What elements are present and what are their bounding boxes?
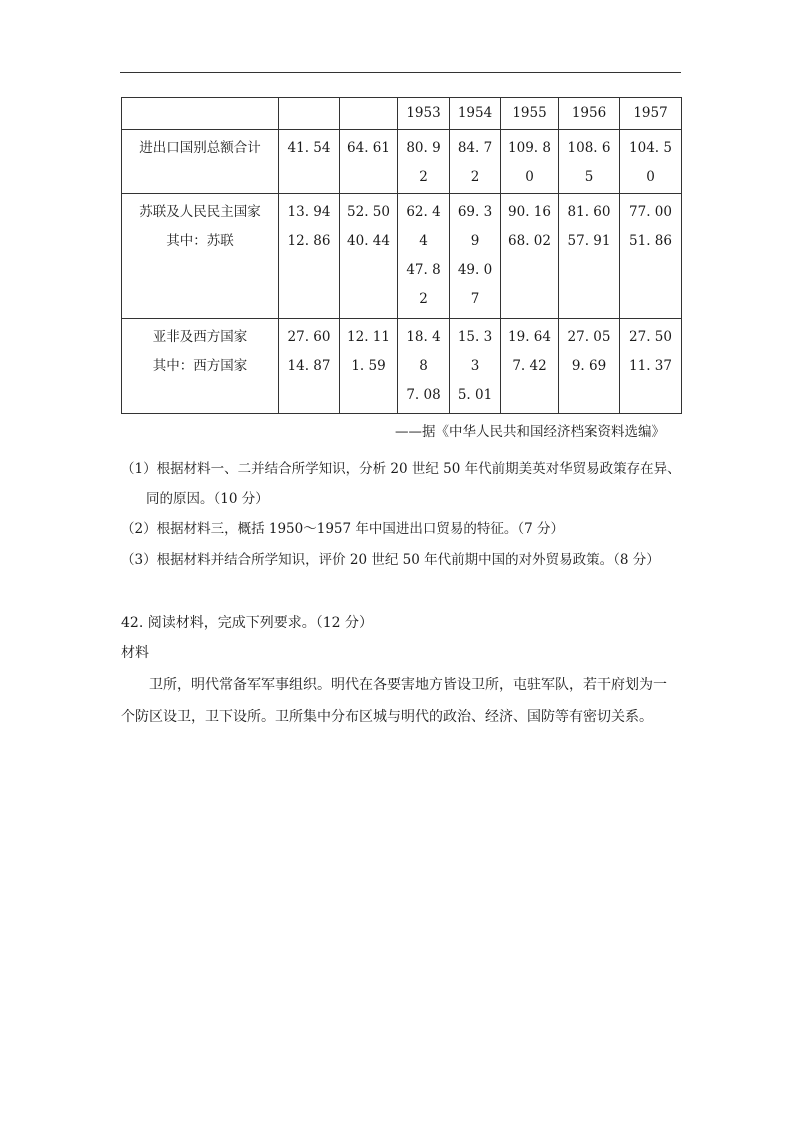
cell-value: 57. 91 — [567, 233, 611, 249]
material-text-line-1: 卫所，明代常备军军事组织。明代在各要害地方皆设卫所，屯驻军队，若干府划为一 — [149, 677, 667, 693]
row-label-line: 其中：苏联 — [166, 233, 234, 249]
table-cell — [620, 319, 682, 414]
table-cell — [398, 319, 450, 414]
cell-value: 109. 8 — [508, 140, 551, 156]
cell-value: 52. 50 — [347, 204, 390, 220]
table-cell — [279, 319, 340, 414]
cell-value: 14. 87 — [287, 358, 331, 374]
cell-value: 27. 05 — [567, 329, 611, 345]
row-label-line: 苏联及人民民主国家 — [139, 204, 261, 220]
cell-value: 2 — [419, 169, 428, 185]
cell-value: 40. 44 — [347, 233, 390, 249]
row-label — [122, 319, 279, 414]
question-42-title: 42. 阅读材料，完成下列要求。（12 分） — [121, 615, 373, 631]
cell-value: 2 — [419, 291, 428, 307]
cell-value: 9 — [470, 233, 480, 249]
table-source: ——据《中华人民共和国经济档案资料选编》 — [395, 424, 665, 440]
cell-value: 69. 3 — [457, 204, 493, 220]
cell-value: 62. 4 — [406, 204, 441, 220]
cell-value: 90. 16 — [508, 204, 551, 220]
table-cell — [501, 319, 559, 414]
cell-value: 19. 64 — [508, 329, 551, 345]
cell-value: 18. 4 — [406, 329, 441, 345]
table-cell — [340, 130, 398, 194]
cell-value: 4 — [419, 233, 428, 249]
row-label — [122, 194, 279, 319]
cell-value: 15. 3 — [457, 329, 493, 345]
cell-value: 41. 54 — [287, 140, 331, 156]
table-row — [122, 130, 682, 194]
cell-value: 49. 0 — [457, 262, 493, 278]
cell-value: 5. 01 — [457, 387, 493, 403]
table-cell — [450, 194, 501, 319]
row-label-line: 亚非及西方国家 — [152, 329, 248, 345]
table-cell — [559, 319, 620, 414]
header-rule — [120, 72, 681, 73]
cell-value: 9. 69 — [571, 358, 607, 374]
cell-value: 108. 6 — [567, 140, 611, 156]
cell-value: 84. 7 — [457, 140, 493, 156]
question-1-line-2: 同的原因。（10 分） — [146, 491, 269, 507]
table-cell — [620, 130, 682, 194]
cell-value: 80. 9 — [406, 140, 441, 156]
cell-value: 12. 11 — [347, 329, 390, 345]
material-label: 材料 — [121, 645, 149, 661]
table-row — [122, 319, 682, 414]
cell-value: 8 — [419, 358, 428, 374]
cell-value: 27. 60 — [287, 329, 331, 345]
table-cell — [279, 194, 340, 319]
cell-value: 104. 5 — [629, 140, 672, 156]
cell-value: 47. 8 — [406, 262, 441, 278]
header-cell-1953: 1953 — [398, 98, 450, 130]
table-cell — [398, 194, 450, 319]
cell-value: 5 — [584, 169, 594, 185]
cell-value: 12. 86 — [287, 233, 331, 249]
cell-value: 27. 50 — [629, 329, 672, 345]
cell-value: 81. 60 — [567, 204, 611, 220]
header-cell-1957: 1957 — [620, 98, 682, 130]
trade-table — [121, 97, 682, 414]
cell-value: 0 — [525, 169, 534, 185]
header-cell-1956: 1956 — [559, 98, 620, 130]
row-label — [122, 130, 279, 194]
header-cell — [340, 98, 398, 130]
table-cell — [450, 130, 501, 194]
cell-value: 3 — [470, 358, 480, 374]
row-label-line: 其中：西方国家 — [152, 358, 248, 374]
row-label-line: 进出口国别总额合计 — [139, 140, 261, 156]
cell-value: 77. 00 — [629, 204, 672, 220]
cell-value: 64. 61 — [347, 140, 390, 156]
table-cell — [620, 194, 682, 319]
table-cell — [559, 130, 620, 194]
header-cell — [122, 98, 279, 130]
cell-value: 7. 08 — [406, 387, 441, 403]
cell-value: 51. 86 — [629, 233, 672, 249]
table-cell — [501, 130, 559, 194]
table-cell — [340, 319, 398, 414]
table-cell — [559, 194, 620, 319]
question-2: （2）根据材料三，概括 1950～1957 年中国进出口贸易的特征。（7 分） — [121, 521, 565, 537]
table-cell — [501, 194, 559, 319]
table-header-row — [122, 98, 682, 130]
cell-value: 1. 59 — [351, 358, 386, 374]
table-cell — [398, 130, 450, 194]
cell-value: 2 — [470, 169, 480, 185]
cell-value: 0 — [646, 169, 655, 185]
table-cell — [279, 130, 340, 194]
table-cell — [340, 194, 398, 319]
header-cell — [279, 98, 340, 130]
header-cell-1954: 1954 — [450, 98, 501, 130]
question-1-line-1: （1）根据材料一、二并结合所学知识，分析 20 世纪 50 年代前期美英对华贸易政策存在异、 — [121, 461, 681, 477]
cell-value: 7. 42 — [512, 358, 547, 374]
cell-value: 11. 37 — [629, 358, 672, 374]
table-row — [122, 194, 682, 319]
header-cell-1955: 1955 — [501, 98, 559, 130]
question-3: （3）根据材料并结合所学知识，评价 20 世纪 50 年代前期中国的对外贸易政策。（8 分） — [121, 552, 660, 568]
cell-value: 7 — [470, 291, 480, 307]
cell-value: 13. 94 — [287, 204, 331, 220]
cell-value: 68. 02 — [508, 233, 551, 249]
material-text-line-2: 个防区设卫，卫下设所。卫所集中分布区城与明代的政治、经济、国防等有密切关系。 — [121, 709, 653, 725]
table-cell — [450, 319, 501, 414]
